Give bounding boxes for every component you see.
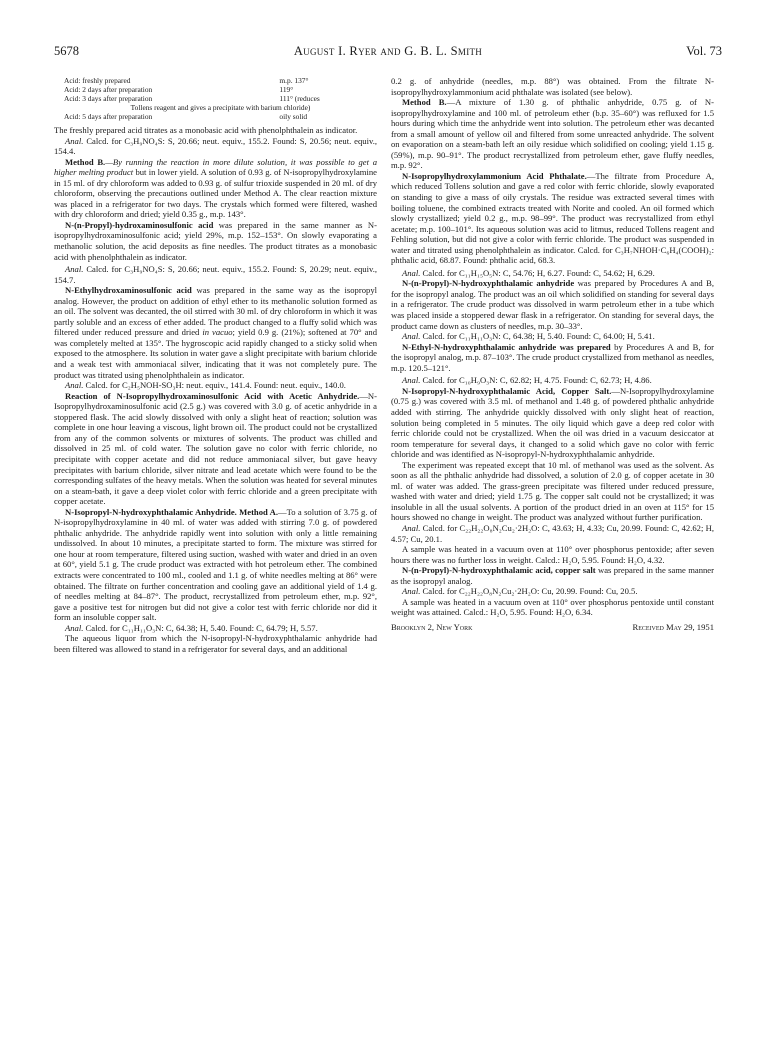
paragraph-text: 0.2 g. of anhydride (needles, m.p. 88°) was obtained. From the filtrate N-isopropylhydroxylammonium acid phthalate was isolated (see below). xyxy=(391,76,714,97)
article-footer xyxy=(391,622,714,633)
acid-phthalate-paragraph xyxy=(391,171,714,266)
paragraph-text: Calcd. for C₁₁H₁₁O₃N: C, 64.38; H, 5.40. Found: C, 64.79; H, 5.57. xyxy=(83,622,318,633)
analysis-paragraph xyxy=(391,268,714,279)
paragraph-text: A sample was heated in a vacuum oven at 110° over phosphorus pentoxide; after seven hours there was no further loss in weight. Calcd.: H₂O, 5.95. Found: H₂O, 4.32. xyxy=(391,544,714,565)
paragraph-text: A sample was heated in a vacuum oven at 110° over phosphorus pentoxide until constant weight was attained. Calcd.: H₂O, 5.95. Found: H₂O, 6.34. xyxy=(391,596,714,618)
ethyl-anhydride-paragraph xyxy=(391,342,714,374)
running-authors: August I. Ryer and G. B. L. Smith xyxy=(293,44,483,58)
analysis-paragraph xyxy=(391,586,714,597)
paragraph xyxy=(54,125,377,136)
acetic-anhydride-paragraph xyxy=(54,391,377,507)
table-row xyxy=(54,94,377,103)
paragraph-text: —A mixture of 1.30 g. of phthalic anhydride, 0.75 g. of N-isopropylhydroxylamine and 100 ml. of petroleum ether (b.p. 35–60°) was refluxed for 1.5 hours during which time the anhydride went into solution. The petroleum ether was decanted from a small amount of yellow oil and filtered from some unreacted anhydride. The solvent on evaporation on a steam-bath left an oily residue which solidified on cooling; yield 1.15 g. (59%), m.p. 90–91°. The product recrystallized from petroleum ether, gave fluffy needles, m.p. 92°. xyxy=(391,97,714,171)
paragraph-text: was prepared in the same way as the isopropyl analog. However, the product on addition of ethyl ether to its methanolic solution formed as an oil. The solvent was decanted, the oil stirred with 30 ml. of dry chloroform in which it was partly soluble and an excess of ether added. The product changed to a fluffy solid which was filtered under reduced pressure and dried xyxy=(54,285,377,338)
anal-label: Anal. xyxy=(402,331,421,342)
paragraph-heading: N-(n-Propyl)-hydroxaminosulfonic acid xyxy=(65,219,214,230)
paragraph-heading: N-Ethyl-N-hydroxyphthalamic anhydride was prepared xyxy=(402,341,611,352)
paragraph-text: —N-Isopropylhydroxaminosulfonic acid (2.5 g.) was covered with 3.0 g. of acetic anhydride in a stoppered flask. The acid slowly dissolved with only a slight heat of reaction; solution was complete in one hour leaving a viscous, light brown oil. The product could not be crystallized from any of the common solvents or mixtures of solvents. The product was chilled and dissolved in 25 ml. of cold water. The solution gave no color with ferric chloride, no precipitate with copper acetate and did not reduce ammoniacal silver, but gave heavy precipitates with barium chloride, silver nitrate and lead acetate which were found to be the corresponding sulfates of the heavy metals. When the solution was heated for several minutes on a steam-bath, it gave a deep violet color with ferric chloride and a green precipitate with copper acetate. xyxy=(54,390,377,507)
anal-label: Anal. xyxy=(65,622,84,633)
paragraph-heading: Reaction of N-Isopropylhydroxaminosulfonic Acid with Acetic Anhydride. xyxy=(65,390,360,401)
anal-label: Anal. xyxy=(402,267,421,278)
paragraph-text: was prepared in the same manner as the isopropyl analog. xyxy=(391,565,714,586)
paragraph-heading: Method B. xyxy=(402,97,447,108)
method-b-paragraph xyxy=(391,97,714,171)
ethyl-sulfonic-paragraph xyxy=(54,285,377,380)
paragraph-text: Calcd. for C₃H₉NO₄S: S, 20.66; neut. equiv., 155.2. Found: S, 20.29; neut. equiv., 154.7. xyxy=(54,264,377,285)
table-row xyxy=(54,112,377,121)
anal-label: Anal. xyxy=(402,522,421,533)
anal-label: Anal. xyxy=(65,380,84,391)
table-cell-value: 119° xyxy=(279,85,294,94)
paragraph-heading: N-Isopropyl-N-hydroxyphthalamic Acid, Copper Salt. xyxy=(402,385,612,396)
paragraph-text: —The filtrate from Procedure A, which reduced Tollens solution and gave a red color with ferric chloride, slowly evaporated on standing to give a mass of oily crystals. The residue was extracted several times with boiling toluene, the combined extracts treated with Norite and cooled. An oil formed which slowly crystallized; yield 0.2 g., m.p. 98–99°. The product was recrystallized from ethyl acetate; m.p. 100–101°. Its aqueous solution was acid to litmus, reduced Tollens reagent and Fehling solution, but did not give a color with ferric chloride. The product was suspended in water and titrated using phenolphthalein as indicator. Calcd. for C₃H₇NHOH·C₆H₄(COOH)₂: phthalic acid, 68.87. Found: phthalic acid, 68.3. xyxy=(391,170,714,266)
paragraph-text: The freshly prepared acid titrates as a monobasic acid with phenolphthalein as indicator. xyxy=(54,125,358,135)
anal-label: Anal. xyxy=(65,135,84,146)
running-header xyxy=(54,44,722,60)
paragraph-heading: N-(n-Propyl)-N-hydroxyphthalamic anhydride xyxy=(402,278,575,289)
paragraph-italic: —By running the reaction in more dilute solution, it was possible to get a higher melting product xyxy=(54,156,377,178)
method-a-paragraph xyxy=(54,507,377,623)
paragraph-heading: Method B. xyxy=(65,156,106,167)
analysis-paragraph xyxy=(391,375,714,386)
paragraph-text: Calcd. for C₂H₅NOH-SO₃H: neut. equiv., 141.4. Found: neut. equiv., 140.0. xyxy=(83,380,346,391)
table-row xyxy=(54,85,377,94)
analysis-paragraph xyxy=(391,331,714,342)
propyl-sulfonic-paragraph xyxy=(54,220,377,262)
method-b-paragraph xyxy=(54,157,377,220)
anal-label: Anal. xyxy=(402,586,421,597)
paragraph-text: —To a solution of 3.75 g. of N-isopropylhydroxylamine in 40 ml. of water was added with stirring 7.0 g. of powdered phthalic anhydride. The anhydride rapidly went into solution with only a little remaining undissolved. In about 10 minutes, a precipitate started to form. The mixture was stirred for one hour at room temperature, filtered using suction, washed with water and dried in an oven at 60°, yield 5.1 g. The crude product was extracted with hot petroleum ether. The combined extracts were concentrated to 100 ml., cooled and 1.1 g. of white needles melting at 86° were obtained. The filtrate on further concentration and cooling gave an additional yield of 1.4 g. of needles melting at 84–87°. The product, recrystallized from petroleum ether, m.p. 92°, gave a positive test for nitrogen but did not give a color test with ferric chloride nor did it form an insoluble copper salt. xyxy=(54,506,377,623)
paragraph-heading: N-(n-Propyl)-N-hydroxyphthalamic acid, copper salt xyxy=(402,565,596,576)
paragraph-text: was prepared by Procedures A and B, for the isopropyl analog. The product was an oil which solidified on standing for several days in a refrigerator. The crude product was dissolved in warm petroleum ether in a tube which was placed inside a stoppered dewar flask in a refrigerator. On standing for several days, the product came down as clusters of needles, m.p. 30–33°. xyxy=(391,278,715,331)
paragraph-text: —N-Isopropylhydroxylamine (0.75 g.) was covered with 3.5 ml. of methanol and 1.48 g. of powdered phthalic anhydride added with stirring. The anhydride quickly dissolved with only slight heat of reaction, solution being completed in 5 minutes. The oily liquid which gave a deep red color with ferric chloride could not be crystallized. When the oil was dried in a vacuum desiccator at room temperature for several days, it changed to a solid which gave no color with ferric chloride and was identified as N-isopropyl-N-hydroxyphthalamic anhydride. xyxy=(391,385,714,460)
paragraph-text: Calcd. for C₁₁H₁₅O₅N: C, 54.76; H, 6.27. Found: C, 54.62; H, 6.29. xyxy=(420,267,655,278)
table-cell-label: Acid: 3 days after preparation xyxy=(64,94,153,103)
table-cell-value: m.p. 137° xyxy=(279,76,309,85)
paragraph-text: by Procedures A and B, for the isopropyl analog, m.p. 87–103°. The crude product crystallized from methanol as needles, m.p. 120.5–121°. xyxy=(391,341,715,373)
paragraph-text: The aqueous liquor from which the N-isopropyl-N-hydroxyphthalamic anhydride had been filtered was allowed to stand in a refrigerator for several days, and an additional xyxy=(54,633,377,654)
paragraph-text: Calcd. for C₃H₉NO₄S: S, 20.66; neut. equiv., 155.2. Found: S, 20.56; neut. equiv., 154.4. xyxy=(54,135,377,157)
table-row xyxy=(54,103,377,112)
paragraph-text: ; yield 0.9 g. (21%); softened at 70° and was completely melted at 135°. The hygroscopic acid rapidly changed to a sticky solid when exposed to the atmosphere. Its solution in water gave a slight precipitate with barium chloride and a weak test with ammoniacal silver, indicating that it was not completely pure. The product was titrated using phenolphthalein as indicator. xyxy=(54,327,377,380)
anal-label: Anal. xyxy=(402,375,421,386)
paragraph-text: was prepared in the same manner as N-isopropylhydroxaminosulfonic acid; yield 29%, m.p. 152–153°. On slowly evaporating a methanolic solution, the acid deposits as fine needles. The product titrates as a monobasic acid with phenolphthalein as indicator. xyxy=(54,219,377,262)
paragraph-text: Calcd. for C₂₂H₂₂O₈N₂Cu₂·2H₂O: Cu, 20.99. Found: Cu, 20.5. xyxy=(420,586,638,597)
paragraph xyxy=(391,597,714,618)
paragraph-text: but in lower yield. A solution of 0.93 g. of N-isopropylhydroxylamine in 15 ml. of dry chloroform was added to 0.93 g. of sulfur trioxide suspended in 20 ml. of dry chloroform, observing the precautions outlined under Method A. The clear reaction mixture was placed in a refrigerator for two days. The crystals which formed were filtered, washed with dry chloroform and dried; yield 0.35 g., m.p. 143°. xyxy=(54,167,377,220)
analysis-paragraph xyxy=(54,380,377,391)
paragraph xyxy=(391,544,714,565)
table-cell-label: Acid: freshly prepared xyxy=(64,76,131,85)
volume-label: Vol. 73 xyxy=(686,44,722,58)
table-cell-label: Acid: 5 days after preparation xyxy=(64,112,153,121)
paragraph xyxy=(391,76,714,97)
analysis-paragraph xyxy=(54,264,377,285)
paragraph xyxy=(391,460,714,523)
propyl-anhydride-paragraph xyxy=(391,278,714,331)
table-row xyxy=(54,76,377,85)
table-cell-value: oily solid xyxy=(279,112,308,121)
anal-label: Anal. xyxy=(65,264,84,275)
paragraph-text: The experiment was repeated except that 10 ml. of methanol was used as the solvent. As soon as all the phthalic anhydride had dissolved, a solution of 2.0 g. of copper acetate in 30 ml. of water was added. The grass-green precipitate was filtered under reduced pressure, washed with water and dried; yield 1.75 g. The copper salt could not be crystallized; it was insoluble in all the usual solvents. A portion of the product dried in an oven at 115° for 15 hours showed no change in weight. The product was analyzed without further purification. xyxy=(391,459,714,523)
paragraph-heading: N-Isopropylhydroxylammonium Acid Phthalate. xyxy=(402,170,587,181)
paragraph-text: Calcd. for C₁₀H₉O₃N: C, 62.82; H, 4.75. Found: C, 62.73; H, 4.86. xyxy=(420,375,652,386)
table-cell-label: Acid: 2 days after preparation xyxy=(64,85,153,94)
propyl-copper-salt-paragraph xyxy=(391,565,714,586)
left-column xyxy=(54,76,377,654)
acid-stability-table xyxy=(54,76,377,121)
table-cell-value: 111° (reduces xyxy=(279,94,320,103)
paragraph xyxy=(54,633,377,654)
table-note: Tollens reagent and gives a precipitate with barium chloride) xyxy=(130,103,311,112)
page-number: 5678 xyxy=(54,44,79,58)
paragraph-heading: N-Ethylhydroxaminosulfonic acid xyxy=(65,285,192,296)
paragraph-text: Calcd. for C₂₂H₂₂O₈N₂Cu₂·2H₂O: C, 43.63; H, 4.33; Cu, 20.99. Found: C, 42.62; H, 4.57; Cu, 20.1. xyxy=(391,522,714,544)
analysis-paragraph xyxy=(54,136,377,157)
received-date: Received May 29, 1951 xyxy=(632,621,714,632)
right-column xyxy=(391,76,714,632)
analysis-paragraph xyxy=(54,623,377,634)
affiliation-location: Brooklyn 2, New York xyxy=(391,621,473,632)
paragraph-heading: N-Isopropyl-N-hydroxyphthalamic Anhydride. Method A. xyxy=(65,506,279,517)
copper-salt-paragraph xyxy=(391,386,714,460)
analysis-paragraph xyxy=(391,523,714,544)
paragraph-italic: in vacuo xyxy=(202,327,233,338)
paragraph-text: Calcd. for C₁₁H₁₁O₃N: C, 64.38; H, 5.40. Found: C, 64.00; H, 5.41. xyxy=(420,331,655,342)
